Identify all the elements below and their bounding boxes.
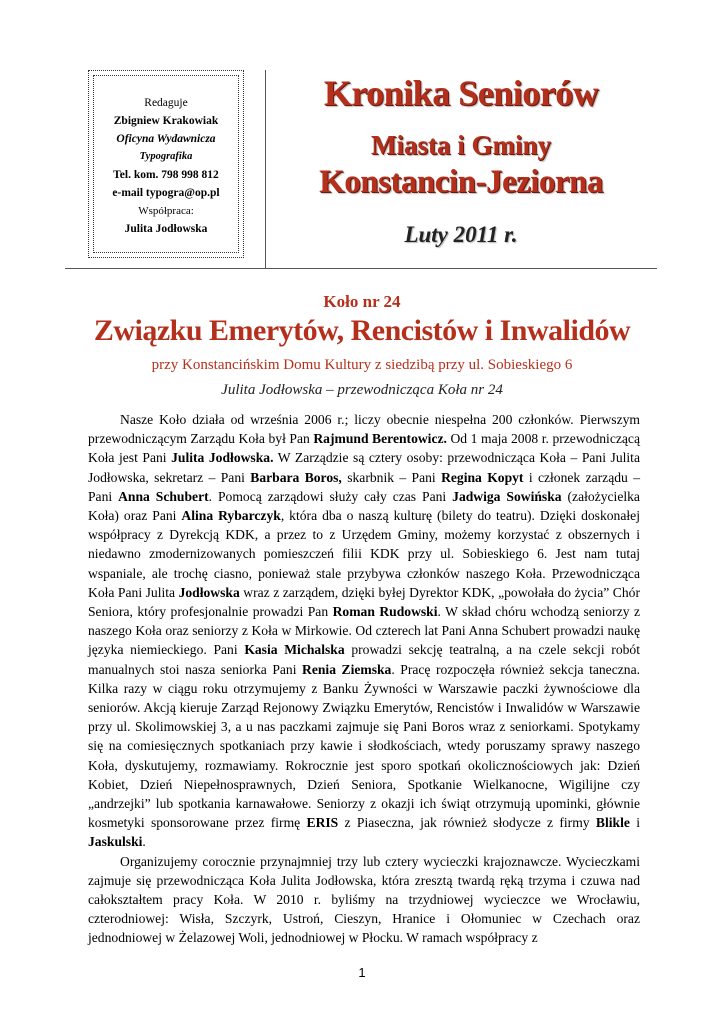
person-name: Regina Kopyt: [441, 469, 524, 485]
masthead-title: Kronika Seniorów: [323, 73, 599, 113]
cooperation-label: Współpraca:: [138, 205, 194, 217]
person-name: Renia Ziemska: [302, 661, 392, 677]
editor-email: e-mail typogra@op.pl: [112, 187, 220, 199]
editor-info-box: [88, 70, 244, 258]
article-kicker: Koło nr 24: [323, 292, 401, 311]
editor-info-inner: [93, 75, 239, 253]
publisher-name: Oficyna Wydawnicza: [116, 133, 216, 145]
article-headline: Związku Emerytów, Rencistów i Inwalidów: [93, 314, 631, 347]
edited-by-label: Redaguje: [144, 97, 188, 109]
editor-phone: Tel. kom. 798 998 812: [113, 169, 219, 181]
cooperation-name: Julita Jodłowska: [124, 223, 208, 235]
article-body: [88, 410, 640, 948]
company-name: Jaskulski: [88, 834, 143, 850]
issue-date: Luty 2011 r.: [404, 222, 518, 247]
person-name: Alina Rybarczyk: [181, 508, 281, 524]
header-vertical-divider: [265, 70, 266, 268]
masthead-subtitle-line2: Konstancin-Jeziorna: [319, 164, 603, 200]
company-name: Blikle: [595, 815, 630, 831]
person-name: Kasia Michalska: [244, 642, 345, 658]
article-paragraph-1: Nasze Koło działa od września 2006 r.; liczy obecnie niespełna 200 członków. Pierwszym przewodniczącym Zarządu Koła był Pan Rajmund Berentowicz. Od 1 maja 2008 r. przewodniczącą Koła jest Pani Julita Jodłowska. W Zarządzie są cztery osoby: przewodnicząca Koła – Pani Julita Jodłowska, sekretarz – Pani Barbara Boros, skarbnik – Pani Regina Kopyt i członek zarządu – Pani Anna Schubert. Pomocą zarządowi służy cały czas Pani Jadwiga Sowińska (założycielka Koła) oraz Pani Alina Rybarczyk, która dba o naszą kulturę (bilety do teatru). Dzięki doskonałej współpracy z Dyrekcją KDK, a przez to z Urzędem Gminy, możemy korzystać z obszernych i niedawno zmodernizowanych pomieszczeń filii KDK przy ul. Sobieskiego 6. Jest nam tutaj wspaniale, ale trochę ciasno, ponieważ stale przybywa członków naszego Koła. Przewodnicząca Koła Pani Julita Jodłowska wraz z zarządem, dzięki byłej Dyrektor KDK, „powołała do życia” Chór Seniora, który profesjonalnie prowadzi Pan Roman Rudowski. W skład chóru wchodzą seniorzy z naszego Koła oraz seniorzy z Koła w Mirkowie. Od czterech lat Pani Anna Schubert prowadzi naukę języka niemieckiego. Pani Kasia Michalska prowadzi sekcję teatralną, a na czele sekcji robót manualnych stoi nasza seniorka Pani Renia Ziemska. Pracę rozpoczęła również sekcja taneczna. Kilka razy w ciągu roku otrzymujemy z Banku Żywności w Warszawie paczki żywnościowe dla seniorów. Akcją kieruje Zarząd Rejonowy Związku Emerytów, Rencistów i Inwalidów w Warszawie przy ul. Skolimowskiej 3, a u nas paczkami zajmuje się Pani Boros wraz z seniorkami. Spotykamy się na comiesięcznych spotkaniach przy kawie i słodkościach, wtedy poruszamy sprawy naszego Koła, dyskutujemy, rozmawiamy. Rokrocznie jest sporo spotkań okolicznościowych jak: Dzień Kobiet, Dzień Niepełnosprawnych, Dzień Seniora, Spotkanie Wielkanocne, Wigilijne czy „andrzejki” lub spotkania karnawałowe. Seniorzy z okazji ich świąt otrzymują upominki, głównie kosmetyki sponsorowane przez firmę ERIS z Piaseczna, jak również słodycze z firmy Blikle i Jaskulski.: [88, 412, 641, 850]
article-byline: Julita Jodłowska – przewodnicząca Koła nr 24: [221, 382, 503, 398]
publisher-sub: Typografika: [139, 151, 193, 162]
person-name: Barbara Boros,: [250, 469, 342, 485]
article-paragraph-2: Organizujemy corocznie przynajmniej trzy lub cztery wycieczki krajoznawcze. Wycieczkami zajmuje się przewodnicząca Koła Julita Jodłowska, która zresztą twardą ręką trzyma i czuwa nad całokształtem pracy Koła. W 2010 r. byliśmy na trzydniowej wycieczce we Wrocławiu, czterodniowej: Wisła, Szczyrk, Ustroń, Cieszyn, Hranice i Ołomuniec w Czechach oraz jednodniowej w Żelazowej Woli, jednodniowej w Płocku. W ramach współpracy z: [88, 853, 640, 946]
header-horizontal-divider: [65, 268, 657, 269]
person-name: Roman Rudowski: [332, 604, 438, 620]
editor-name: Zbigniew Krakowiak: [113, 115, 219, 127]
person-name: Anna Schubert: [118, 488, 209, 504]
article-subheadline: przy Konstancińskim Domu Kultury z siedzibą przy ul. Sobieskiego 6: [151, 357, 573, 373]
person-name: Rajmund Berentowicz.: [313, 431, 447, 447]
person-name: Jodłowska: [178, 584, 240, 600]
person-name: Jadwiga Sowińska: [452, 488, 562, 504]
page-number: 1: [358, 965, 366, 980]
person-name: Julita Jodłowska.: [171, 450, 274, 466]
company-name: ERIS: [306, 815, 339, 831]
masthead-subtitle-line1: Miasta i Gminy: [371, 130, 551, 160]
